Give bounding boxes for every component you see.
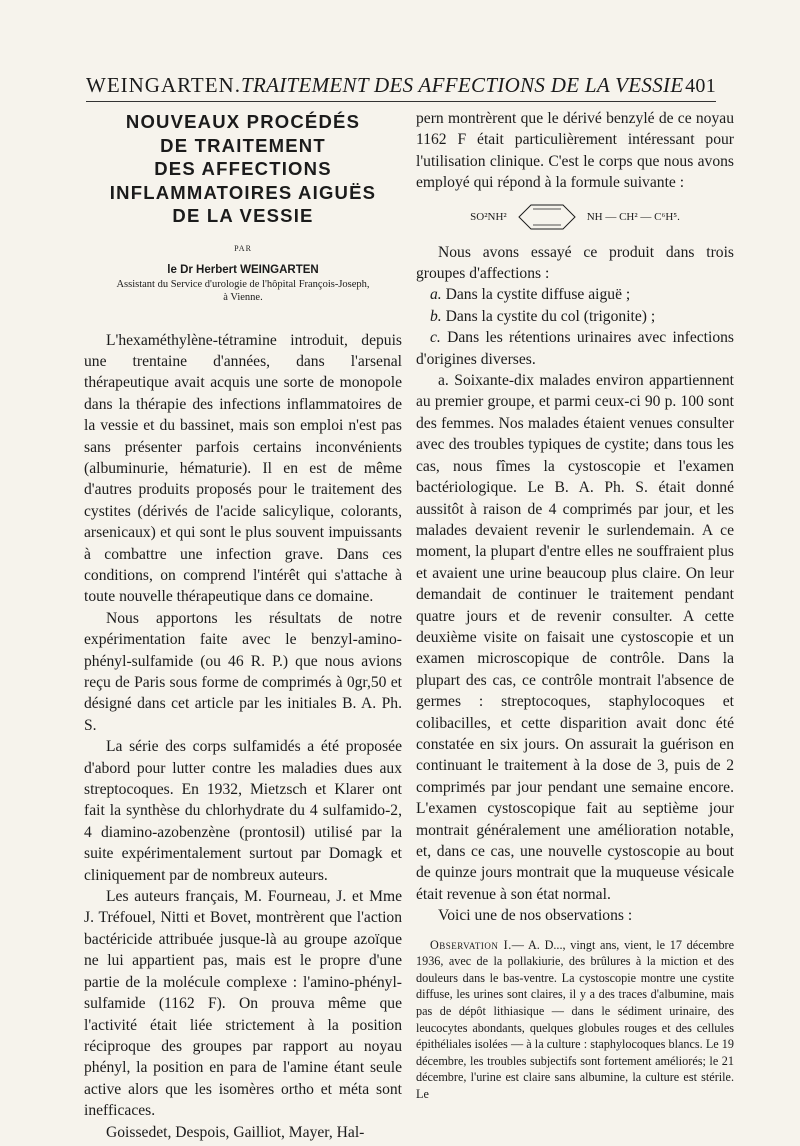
body-paragraph: La série des corps sulfamidés a été proposée d'abord pour lutter contre les maladies dues aux streptocoques. En 1932, Mietzsch et Klarer ont fait la synthèse du chlorhydrate du 4 sulfamido-2, 4 diamino-azobenzène (prontosil) utilisé par la suite expérimentalement surtout par Domagk et cliniquement par de nombreux auteurs.	[84, 738, 402, 884]
body-paragraph: Voici une de nos observations :	[438, 907, 633, 925]
affiliation-line: à Vienne.	[223, 291, 263, 303]
list-item	[416, 327, 734, 370]
title-line: NOUVEAUX PROCÉDÉS	[125, 111, 361, 132]
list-letter: a.	[430, 286, 442, 304]
par-label: PAR	[234, 243, 252, 253]
observation-text: — A. D..., vingt ans, vient, le 17 décembre 1936, avec de la pollakiurie, des brûlures à la miction et des douleurs dans le bas-ventre. La cystoscopie montre une cystite diffuse, les urines sont claires, il y a des traces d'albumine, mais pas de dépôt lithiasique — dans le sédiment urinaire, des leucocytes abondants, quelques globules rouges et des cellules épithéliales isolées — à la culture : staphylocoques blancs. Le 19 décembre, les troubles subjectifs sont fortement améliorés; le 21 décembre, l'urine est claire sans albumine, la culture est stérile. Le	[416, 937, 735, 1101]
body-paragraph: a. Soixante-dix malades environ appartiennent au premier groupe, et parmi ceux-ci 90 p. 100 sont des femmes. Nos malades étaient venues consulter avec des troubles typiques de cystite; dans tous les cas, nous fîmes la cystoscopie et l'examen bactériologique. Le B. A. Ph. S. était donné aussitôt à raison de 4 comprimés par jour, et les malades devaient revenir le surlendemain. A ce moment, la plupart d'entre elles ne souffraient plus et avaient une urine beaucoup plus claire. On leur demandait de continuer le traitement pendant quatre jours et de revenir consulter. A cette deuxième visite on faisait une cystoscopie et un examen microscopique de contrôle. Dans la plupart des cas, ce contrôle montrait l'absence de germes : streptocoques, staphylocoques et colibacilles, et cette disparition avait donc été constatée en six jours. On assurait la guérison en continuant le traitement à la dose de 3, puis de 2 comprimés par jour pendant une semaine encore. L'examen cystoscopique fait au septième jour montrait généralement une amélioration notable, et, dans ce cas, une nouvelle cystoscopie au bout de quinze jours montrait que la muqueuse vésicale était revenue à son état normal.	[416, 372, 734, 903]
title-line: DES AFFECTIONS	[154, 158, 332, 179]
running-head-author: WEINGARTEN.	[86, 73, 241, 97]
list-letter: c.	[430, 329, 441, 347]
chemical-formula	[416, 198, 734, 236]
affiliation-line: Assistant du Service d'urologie de l'hôpital François-Joseph,	[116, 278, 370, 290]
benzene-ring-icon	[511, 203, 583, 231]
left-column	[84, 108, 402, 1143]
title-line: DE LA VESSIE	[172, 205, 314, 226]
list-text: Dans les rétentions urinaires avec infections d'origines diverses.	[416, 329, 734, 368]
running-head-title: TRAITEMENT DES AFFECTIONS DE LA VESSIE	[240, 73, 684, 97]
author-affiliation	[84, 278, 402, 304]
author-byline: le Dr Herbert WEINGARTEN	[167, 263, 319, 276]
body-paragraph: Goissedet, Despois, Gailliot, Mayer, Hal-	[106, 1123, 365, 1141]
list-text: Dans la cystite du col (trigonite) ;	[445, 307, 656, 325]
body-paragraph: Nous apportons les résultats de notre expérimentation faite avec le benzyl-amino-phényl-sulfamide (ou 46 R. P.) que nous avions reçu de Paris sous forme de comprimés à 0gr,50 et désigné dans cet article par les initiales B. A. Ph. S.	[84, 609, 402, 734]
formula-right: NH — CH² — C⁶H⁵.	[586, 210, 680, 223]
body-paragraph: pern montrèrent que le dérivé benzylé de ce noyau 1162 F était particulièrement intéressant pour l'utilisation clinique. C'est le corps que nous avons employé qui répond à la formule suivante :	[416, 110, 734, 192]
observation-block	[416, 937, 734, 1103]
article-title	[84, 108, 402, 228]
list-text: Dans la cystite diffuse aiguë ;	[445, 286, 631, 304]
list-item	[416, 284, 734, 305]
title-line: DE TRAITEMENT	[160, 134, 326, 156]
body-paragraph: Nous avons essayé ce produit dans trois groupes d'affections :	[416, 243, 734, 283]
right-column	[416, 108, 734, 1103]
list-letter: b.	[430, 307, 442, 325]
page-number: 401	[685, 75, 716, 97]
running-head	[86, 70, 716, 102]
list-item	[416, 306, 734, 327]
body-paragraph: Les auteurs français, M. Fourneau, J. et Mme J. Tréfouel, Nitti et Bovet, montrèrent que l'action bactéricide attribuée jusque-là au groupe azoïque ne lui appartient pas, mais est le propre d'une partie de la molécule complexe : l'amino-phényl-sulfamide (1162 F). On prouva même que l'activité était liée strictement à la position réciproque des groupes par rapport au noyau phényl, la position en para de l'amine étant seule active alors que les isomères ortho et méta sont inefficaces.	[84, 888, 402, 1120]
body-paragraph: L'hexaméthylène-tétramine introduit, depuis une trentaine d'années, dans l'arsenal thérapeutique avait acquis une sorte de monopole dans la thérapie des infections inflammatoires de la vessie et du bassinet, mais son emploi n'est pas sans présenter parfois certains inconvénients (albuminurie, hématurie). Il en est de même d'autres produits proposés pour le traitement des cystites (dérivés de l'acide salicylique, colorants, arsenicaux) et qui sont le plus souvent impuissants à combattre une infection grave. Dans ces conditions, on comprend l'intérêt qui s'attache à toute nouvelle thérapeutique dans ce domaine.	[84, 331, 402, 606]
observation-label: Observation I.	[430, 937, 512, 952]
title-line: INFLAMMATOIRES AIGUËS	[109, 181, 377, 203]
formula-left: SO²NH²	[470, 210, 507, 223]
